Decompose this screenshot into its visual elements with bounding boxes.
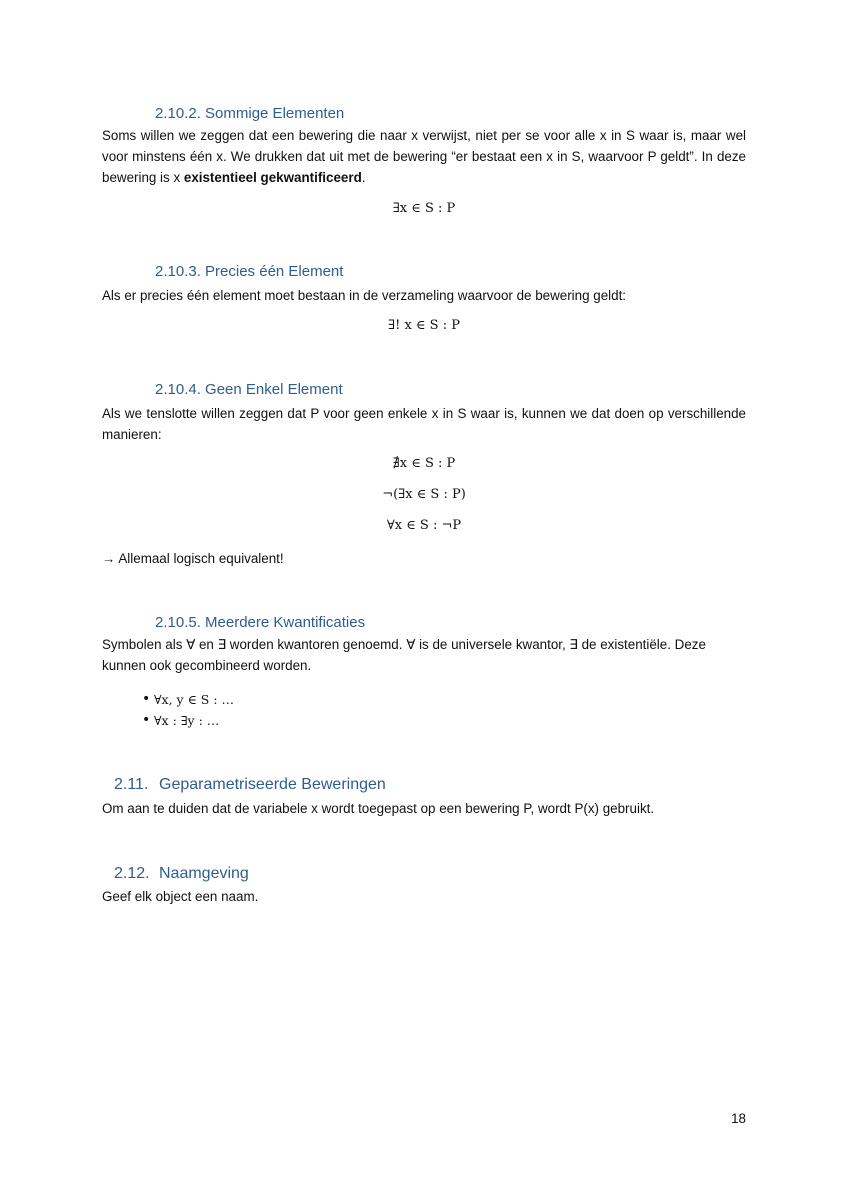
heading-2-10-5: 2.10.5. Meerdere Kwantificaties xyxy=(155,614,366,631)
paragraph-2-10-2 xyxy=(102,125,746,188)
list-item: • ∀x, y ∈ S : … xyxy=(102,689,234,710)
formula-negated-exists: ¬(∃x ∈ S : P) xyxy=(382,487,466,502)
section-title: Naamgeving xyxy=(159,865,249,882)
bullet-list xyxy=(102,689,234,731)
formula-not-exists: ∄x ∈ S : P xyxy=(392,456,456,471)
heading-2-10-4: 2.10.4. Geen Enkel Element xyxy=(155,381,343,398)
page-number: 18 xyxy=(731,1111,746,1126)
paragraph-2-11: Om aan te duiden dat de variabele x wordt toegepast op een bewering P, wordt P(x) gebruikt. xyxy=(102,801,655,816)
section-number: 2.11. xyxy=(114,776,149,793)
paragraph-end: . xyxy=(361,170,366,185)
paragraph-2-10-5: Symbolen als ∀ en ∃ worden kwantoren genoemd. ∀ is de universele kwantor, ∃ de existentiële. Deze kunnen ook gecombineerd worden. xyxy=(102,637,706,673)
paragraph-2-10-3: Als er precies één element moet bestaan in de verzameling waarvoor de bewering geldt: xyxy=(102,288,627,303)
formula-forall-not: ∀x ∈ S : ¬P xyxy=(386,518,462,533)
section-title: Geparametriseerde Beweringen xyxy=(159,776,386,793)
heading-2-12 xyxy=(114,865,249,883)
paragraph-text: Soms willen we zeggen dat een bewering die naar x verwijst, niet per se voor alle x in S waar is, maar wel voor minstens één x. We drukken dat uit met de bewering “er bestaat een x in S, waarvoor P geldt”. In deze bewering is x xyxy=(102,128,746,185)
paragraph-2-10-4: Als we tenslotte willen zeggen dat P voor geen enkele x in S waar is, kunnen we dat doen op verschillende manieren: xyxy=(102,406,746,442)
heading-2-10-3: 2.10.3. Precies één Element xyxy=(155,263,344,280)
equivalence-note: → Allemaal logisch equivalent! xyxy=(102,551,284,566)
paragraph-2-12: Geef elk object een naam. xyxy=(102,889,259,904)
formula-exists: ∃x ∈ S : P xyxy=(392,201,456,216)
formula-exists-unique: ∃! x ∈ S : P xyxy=(388,318,460,333)
heading-2-10-2: 2.10.2. Sommige Elementen xyxy=(155,105,345,122)
bold-term: existentieel gekwantificeerd xyxy=(183,170,362,185)
list-item: • ∀x : ∃y : … xyxy=(102,710,234,731)
section-number: 2.12. xyxy=(114,865,150,882)
heading-2-11 xyxy=(114,776,386,794)
